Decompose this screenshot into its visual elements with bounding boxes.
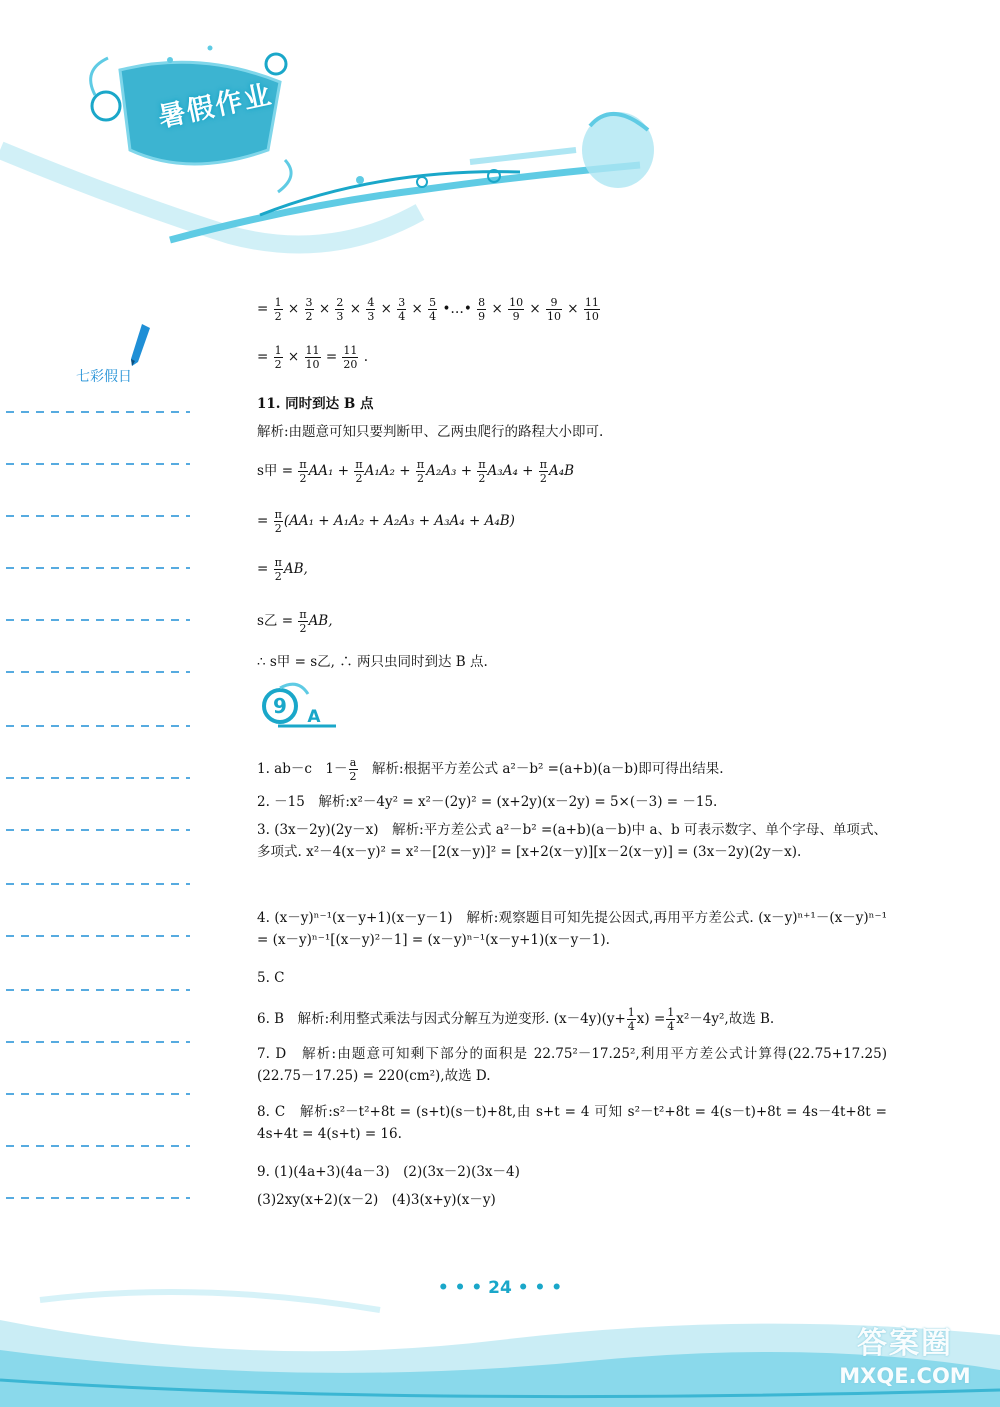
question-11-heading: 11. 同时到达 B 点	[257, 396, 374, 412]
operator: ×	[411, 301, 423, 318]
fraction: $\frac{11}{10}$	[305, 344, 320, 372]
sidebar-label: 七彩假日	[76, 369, 132, 385]
pi-fraction: $\frac{\pi}{2}$	[274, 508, 282, 536]
answer-1-text: 1. ab－c 1－	[257, 761, 348, 778]
answer-6	[257, 1006, 774, 1033]
pi-fraction: $\frac{\pi}{2}$	[299, 608, 307, 636]
term: A₄B	[549, 463, 575, 480]
equals-sign: =	[257, 349, 269, 366]
term: (AA₁ + A₁A₂ + A₂A₃ + A₃A₄ + A₄B)	[283, 513, 515, 530]
equals-sign: =	[325, 349, 338, 366]
fraction: $\frac{5}{4}$	[429, 296, 437, 324]
equals-sign: =	[257, 561, 269, 578]
operator: •…•	[442, 301, 472, 318]
fraction: $\frac{3}{2}$	[305, 296, 313, 324]
equals-sign: =	[257, 301, 269, 318]
fraction: $\frac{1}{2}$	[274, 296, 282, 324]
fraction: $\frac{8}{9}$	[478, 296, 486, 324]
page-number: • • • 24 • • •	[437, 1278, 563, 1298]
pi-fraction: $\frac{\pi}{2}$	[478, 458, 486, 486]
fraction: $\frac{1}{2}$	[274, 344, 282, 372]
section-letter: A	[307, 707, 321, 727]
pi-fraction: $\frac{\pi}{2}$	[539, 458, 548, 486]
s-yi-label: s乙 =	[257, 613, 294, 630]
pi-fraction: $\frac{\pi}{2}$	[274, 556, 282, 584]
fraction: $\frac{10}{9}$	[509, 296, 524, 324]
answer-8: 8. C 解析:s²－t²+8t = (s+t)(s－t)+8t,由 s+t = 4 可知 s²－t²+8t = 4(s－t)+8t = 4s－4t+8t = 4s+4t = 4(s+t) = 16.	[257, 1104, 887, 1142]
answer-5: 5. C	[257, 970, 285, 986]
operator: ×	[287, 301, 300, 318]
path-sum-line-2	[257, 508, 515, 535]
fraction: $\frac{4}{3}$	[367, 296, 375, 324]
note-lines	[0, 400, 200, 1220]
operator: ×	[529, 301, 541, 318]
term: AB,	[283, 561, 308, 578]
fraction: $\frac{1}{4}$	[667, 1006, 675, 1034]
watermark-site: MXQE.COM	[839, 1364, 971, 1388]
equation-line-1	[257, 296, 601, 323]
fraction: $\frac{11}{20}$	[343, 344, 358, 372]
term: A₃A₄ +	[487, 463, 534, 480]
fraction: $\frac{a}{2}$	[349, 756, 357, 784]
pi-fraction: $\frac{\pi}{2}$	[355, 458, 363, 486]
path-sum-line-4	[257, 608, 333, 635]
fraction: $\frac{2}{3}$	[336, 296, 344, 324]
fraction: $\frac{11}{10}$	[584, 296, 599, 324]
term: A₁A₂ +	[364, 463, 411, 480]
answer-1	[257, 756, 724, 783]
operator: ×	[567, 301, 579, 318]
term: AB,	[308, 613, 333, 630]
banner-title: 暑假作业	[155, 79, 276, 134]
operator: ×	[491, 301, 503, 318]
answer-6-mid: x) =	[636, 1011, 666, 1028]
fraction: $\frac{3}{4}$	[398, 296, 406, 324]
question-11-conclusion: ∴ s甲 = s乙, ∴ 两只虫同时到达 B 点.	[257, 654, 488, 670]
fraction: $\frac{1}{4}$	[627, 1006, 635, 1034]
question-11-analysis: 解析:由题意可知只要判断甲、乙两虫爬行的路程大小即可.	[257, 424, 604, 440]
pen-icon	[128, 322, 152, 368]
answer-1-analysis: 解析:根据平方差公式 a²－b² =(a+b)(a－b)即可得出结果.	[358, 761, 724, 778]
equals-sign: =	[257, 513, 269, 530]
answer-2: 2. －15 解析:x²－4y² = x²－(2y)² = (x+2y)(x－2y) = 5×(－3) = －15.	[257, 794, 718, 810]
answer-9-line-2: (3)2xy(x+2)(x－2) (4)3(x+y)(x－y)	[257, 1192, 496, 1208]
operator: ×	[318, 301, 331, 318]
section-number: 9	[273, 694, 287, 718]
equation-line-2	[257, 344, 368, 371]
watermark-logo: 答案圈	[857, 1326, 953, 1361]
operator: ×	[349, 301, 362, 318]
answer-7: 7. D 解析:由题意可知剩下部分的面积是 22.75²－17.25²,利用平方差公式计算得(22.75+17.25)(22.75－17.25) = 220(cm²),故选 D.	[257, 1046, 887, 1084]
term: AA₁ +	[308, 463, 350, 480]
answer-3: 3. (3x－2y)(2y－x) 解析:平方差公式 a²－b² =(a+b)(a－b)中 a、b 可表示数字、单个字母、单项式、多项式. x²－4(x－y)² = x²－[2(x－y)]² = [x+2(x－y)][x－2(x－y)] = (3x－2y)(2y－x).	[257, 822, 887, 860]
watermark	[820, 1318, 990, 1388]
operator: ×	[287, 349, 300, 366]
operator: ×	[380, 301, 392, 318]
pi-fraction: $\frac{\pi}{2}$	[299, 458, 307, 486]
term: A₂A₃ +	[426, 463, 473, 480]
answer-6-text: 6. B 解析:利用整式乘法与因式分解互为逆变形. (x－4y)(y+	[257, 1011, 626, 1028]
section-badge	[258, 680, 338, 730]
fraction: $\frac{9}{10}$	[546, 296, 561, 324]
path-sum-line-3	[257, 556, 308, 583]
period: .	[363, 349, 369, 366]
answer-4: 4. (x－y)ⁿ⁻¹(x－y+1)(x－y－1) 解析:观察题目可知先提公因式,再用平方差公式. (x－y)ⁿ⁺¹－(x－y)ⁿ⁻¹ = (x－y)ⁿ⁻¹[(x－y)²－1] = (x－y)ⁿ⁻¹(x－y+1)(x－y－1).	[257, 910, 887, 948]
answer-9-line-1: 9. (1)(4a+3)(4a－3) (2)(3x－2)(3x－4)	[257, 1164, 520, 1180]
answer-6-end: x²－4y²,故选 B.	[676, 1011, 775, 1028]
path-sum-line-1	[257, 458, 574, 485]
pi-fraction: $\frac{\pi}{2}$	[416, 458, 425, 486]
s-jia-label: s甲 =	[257, 463, 294, 480]
